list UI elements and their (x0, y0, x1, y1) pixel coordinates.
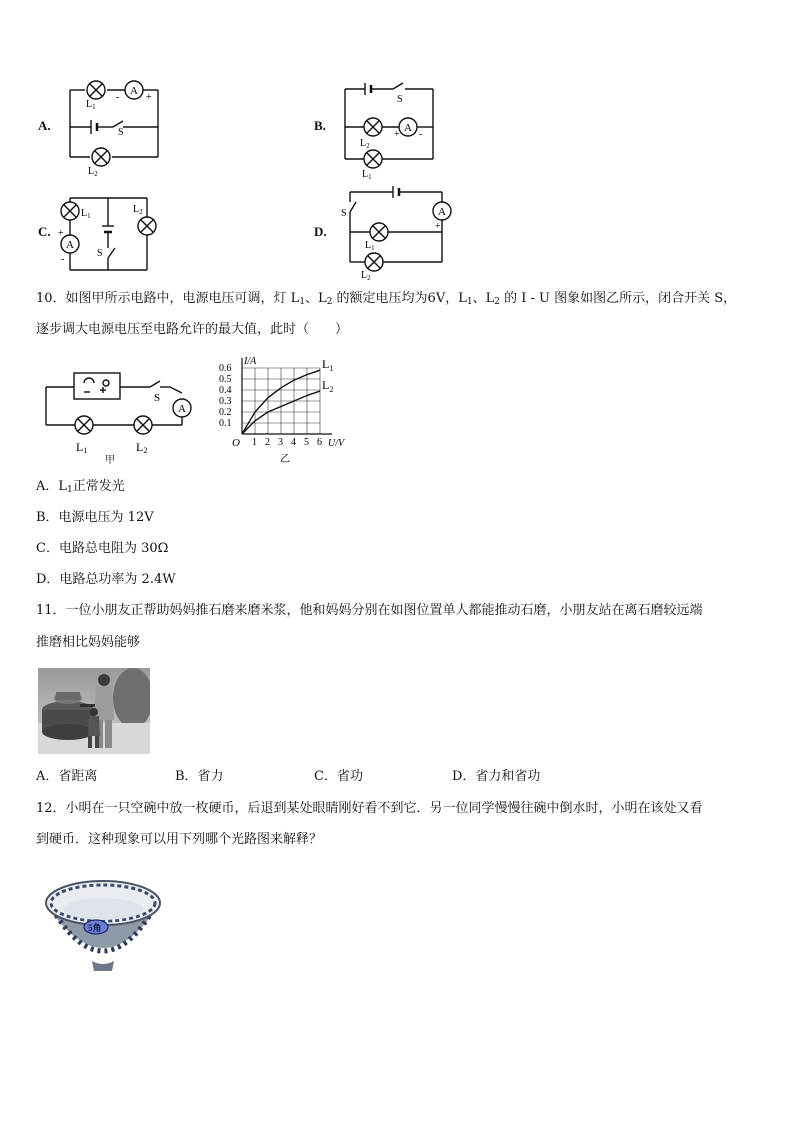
bowl-with-coin-image (42, 875, 164, 975)
svg-text:S: S (154, 392, 161, 404)
q10-stem-line1: 10．如图甲所示电路中，电源电压可调，灯 $L_1$、$L_2$ 的额定电压均为6V，$L_1$、$L_2$ 的 I - U 图象如图乙所示，闭合开关 S， (36, 291, 737, 307)
svg-text:S: S (397, 94, 403, 105)
y-tick-label: 0.5 (219, 374, 232, 385)
svg-text:-: - (61, 254, 65, 265)
origin-label: O (232, 437, 240, 449)
q10-option-d[interactable]: D．电路总功率为 2.4W (36, 572, 176, 587)
svg-text:+: + (435, 221, 441, 232)
q10-option-b[interactable]: B．电源电压为 12V (36, 510, 154, 525)
stone-mill-photo (38, 668, 150, 754)
circuit-diagram-a (55, 72, 170, 177)
svg-text:L2: $L_2$ (88, 166, 98, 177)
y-tick-label: 0.1 (219, 418, 232, 429)
x-axis-label: U/V (328, 438, 345, 449)
svg-text:A: A (178, 403, 186, 415)
svg-text:L1: $L_1$ (365, 240, 375, 252)
y-axis-label: I/A (244, 356, 257, 367)
q11-option-c[interactable]: C．省功 (314, 769, 363, 784)
svg-text:L1: L1 (76, 440, 88, 455)
y-tick-label: 0.3 (219, 396, 232, 407)
x-tick-label: 6 (317, 437, 322, 448)
figure-yi-caption: 乙 (280, 454, 290, 464)
x-tick-label: 5 (304, 437, 309, 448)
circuit-diagram-d (335, 180, 455, 280)
svg-text:L1: $L_1$ (86, 99, 96, 111)
coin-label: 5角 (88, 923, 102, 933)
svg-text:L2: L2 (136, 440, 148, 455)
figure-jia-caption: 甲 (105, 455, 115, 465)
svg-text:S: S (97, 248, 103, 259)
series-label-l2: $L_2$ (322, 378, 334, 395)
svg-text:-: - (419, 129, 423, 140)
svg-text:A: A (404, 122, 412, 134)
option-c-label: C. (38, 224, 51, 239)
circuit-diagram-c (55, 190, 165, 280)
q10-stem-line2: 逐步调大电源电压至电路允许的最大值，此时（ ） (36, 322, 349, 337)
q11-option-a[interactable]: A．省距离 (36, 769, 98, 784)
option-d-label: D. (314, 224, 327, 239)
x-tick-label: 3 (278, 437, 283, 448)
svg-text:A: A (66, 239, 74, 251)
svg-text:L1: $L_1$ (81, 208, 91, 220)
circuit-diagram-jia (40, 365, 200, 465)
circuit-diagram-b (335, 74, 445, 182)
x-tick-label: 2 (265, 437, 270, 448)
q11-stem-line1: 11．一位小朋友正帮助妈妈推石磨来磨米浆，他和妈妈分别在如图位置单人都能推动石磨，小朋友站在离石磨较远端 (36, 603, 703, 618)
q10-option-c[interactable]: C．电路总电阻为 30Ω (36, 541, 169, 556)
y-tick-label: 0.2 (219, 407, 232, 418)
svg-text:+: + (394, 129, 400, 140)
x-tick-label: 1 (252, 437, 257, 448)
y-tick-label: 0.4 (219, 385, 232, 396)
svg-text:A: A (438, 206, 446, 218)
x-tick-label: 4 (291, 437, 296, 448)
y-tick-label: 0.6 (219, 363, 232, 374)
q12-stem-line1: 12．小明在一只空碗中放一枚硬币，后退到某处眼睛刚好看不到它．另一位同学慢慢往碗中倒水时，小明在该处又看 (36, 801, 703, 816)
series-label-l1: $L_1$ (322, 357, 334, 374)
option-a-label: A. (38, 118, 51, 133)
svg-text:+: + (58, 228, 64, 239)
q12-stem-line2: 到硬币．这种现象可以用下列哪个光路图来解释？ (36, 832, 323, 847)
q10-option-a[interactable]: A．$L_1$正常发光 (36, 479, 125, 495)
svg-text:-: - (116, 92, 120, 103)
svg-text:S: S (118, 127, 124, 138)
option-b-label: B. (314, 118, 326, 133)
svg-text:L2: $L_2$ (361, 270, 371, 280)
svg-text:S: S (341, 208, 347, 219)
iu-chart (218, 352, 358, 464)
ammeter-symbol: A (130, 85, 138, 97)
q11-option-d[interactable]: D．省力和省功 (452, 769, 541, 784)
svg-text:L1: $L_1$ (362, 169, 372, 181)
svg-text:L2: $L_2$ (133, 204, 143, 216)
svg-text:L2: $L_2$ (360, 138, 370, 150)
q11-stem-line2: 推磨相比妈妈能够 (36, 635, 141, 650)
svg-text:+: + (146, 92, 152, 103)
q11-option-b[interactable]: B．省力 (175, 769, 224, 784)
